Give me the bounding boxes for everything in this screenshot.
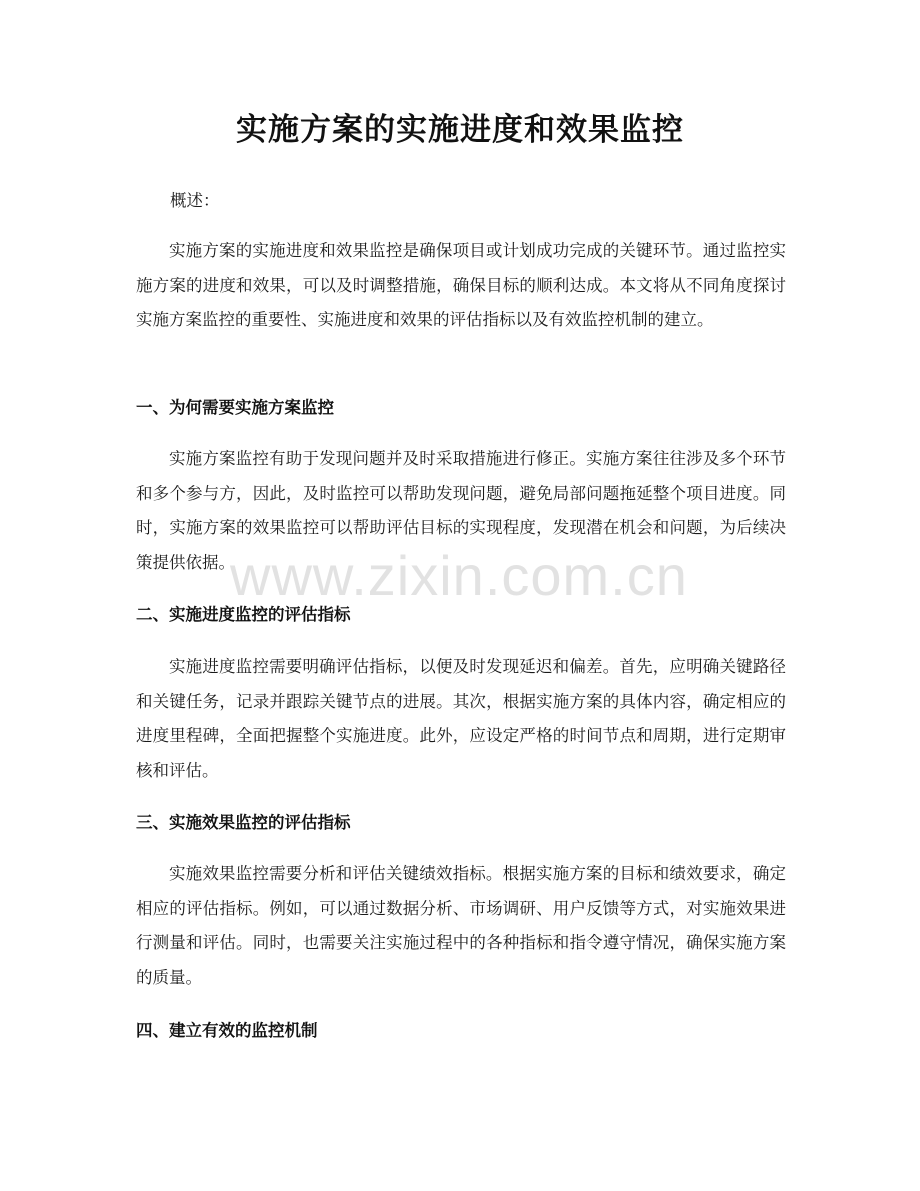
section-body-2: 实施进度监控需要明确评估指标，以便及时发现延迟和偏差。首先，应明确关键路径和关键任务，记录并跟踪关键节点的进展。其次，根据实施方案的具体内容，确定相应的进度里程碑，全面把握整个实施进度。此外，应设定严格的时间节点和周期，进行定期审核和评估。 (136, 657, 786, 780)
section-heading-1: 一、为何需要实施方案监控 (136, 398, 334, 417)
section-body-3: 实施效果监控需要分析和评估关键绩效指标。根据实施方案的目标和绩效要求，确定相应的评估指标。例如，可以通过数据分析、市场调研、用户反馈等方式，对实施效果进行测量和评估。同时，也需要关注实施过程中的各种指标和指令遵守情况，确保实施方案的质量。 (136, 864, 786, 987)
section-heading-3: 三、实施效果监控的评估指标 (136, 813, 351, 832)
section-body-1: 实施方案监控有助于发现问题并及时采取措施进行修正。实施方案往往涉及多个环节和多个参与方，因此，及时监控可以帮助发现问题，避免局部问题拖延整个项目进度。同时，实施方案的效果监控可以帮助评估目标的实现程度，发现潜在机会和问题，为后续决策提供依据。 (136, 449, 786, 572)
section-heading-2: 二、实施进度监控的评估指标 (136, 605, 351, 624)
watermark: www.zixin.com.cn (230, 544, 688, 607)
section-heading-4: 四、建立有效的监控机制 (136, 1021, 318, 1040)
intro-paragraph: 实施方案的实施进度和效果监控是确保项目或计划成功完成的关键环节。通过监控实施方案的进度和效果，可以及时调整措施，确保目标的顺利达成。本文将从不同角度探讨实施方案监控的重要性、实施进度和效果的评估指标以及有效监控机制的建立。 (136, 241, 786, 330)
overview-label: 概述： (170, 191, 220, 210)
document-title: 实施方案的实施进度和效果监控 (236, 112, 684, 148)
